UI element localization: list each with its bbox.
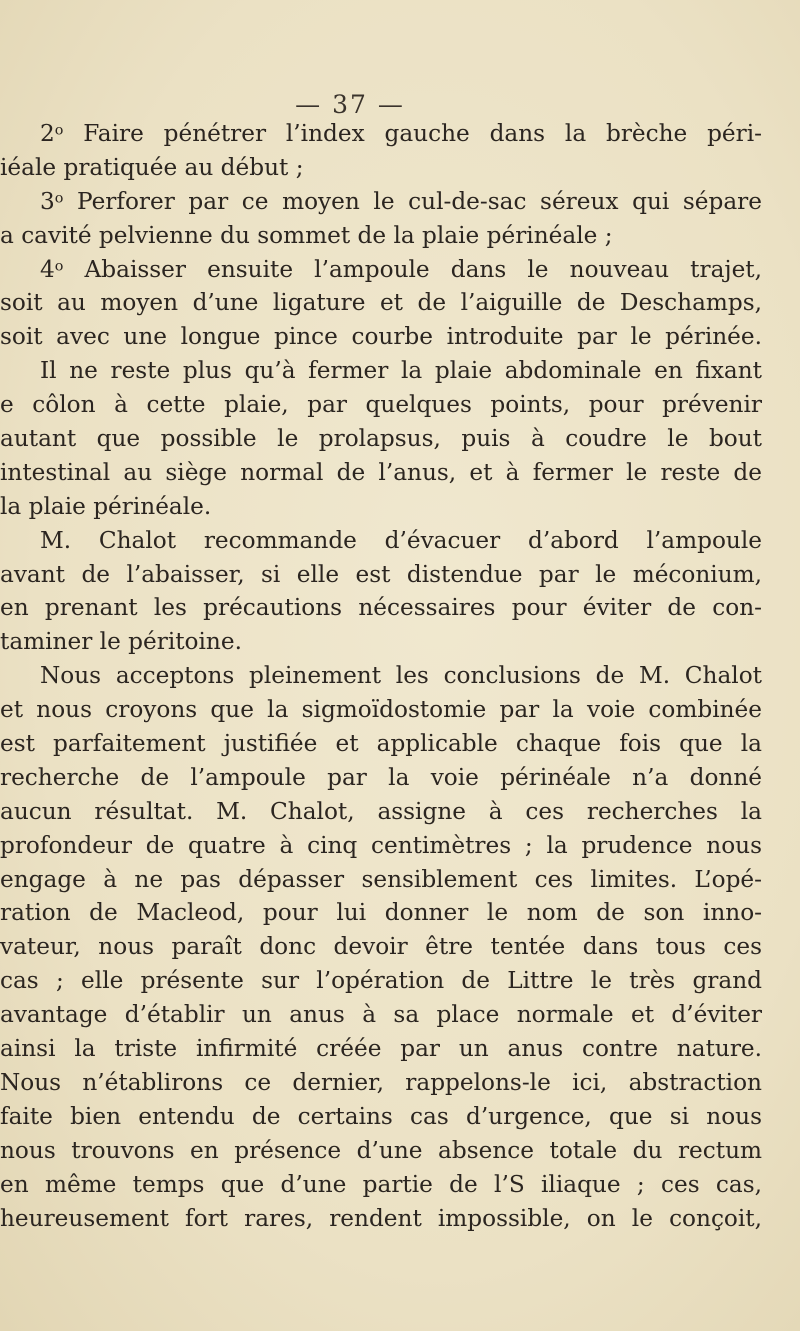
list-number: 3 [40, 187, 55, 215]
text-line: en prenant les précautions nécessaires pour éviter de con- [0, 594, 762, 622]
text-line: nous trouvons en présence d’une absence totale du rectum [0, 1136, 762, 1164]
text-line: avant de l’abaisser, si elle est distendue par le méconium, [0, 560, 762, 588]
text-line: intestinal au siège normal de l’anus, et à fermer le reste de [0, 458, 762, 486]
text-line: aucun résultat. M. Chalot, assigne à ces recherches la [0, 797, 762, 825]
text-line: ainsi la triste infirmité créée par un anus contre nature. [0, 1035, 762, 1063]
body-text [0, 117, 762, 1235]
text-line: a cavité pelvienne du sommet de la plaie périnéale ; [0, 221, 613, 249]
text-line: 3$^o$ Perforer par ce moyen le cul-de-sac séreux qui sépare [40, 187, 762, 215]
text-line: heureusement fort rares, rendent impossible, on le conçoit, [0, 1204, 762, 1232]
text-line: Nous acceptons pleinement les conclusions de M. Chalot [40, 662, 762, 690]
list-number: 2 [40, 120, 55, 147]
text-line: vateur, nous paraît donc devoir être tentée dans tous ces [0, 933, 762, 961]
ordinal-mark: o [54, 122, 64, 139]
ordinal-mark: o [54, 258, 64, 275]
text-line: en même temps que d’une partie de l’S iliaque ; ces cas, [0, 1170, 762, 1198]
text-line: est parfaitement justifiée et applicable chaque fois que la [0, 730, 762, 758]
text-line: Nous n’établirons ce dernier, rappelons-le ici, abstraction [0, 1068, 762, 1096]
text-line: profondeur de quatre à cinq centimètres ; la prudence nous [0, 831, 762, 859]
text-line: engage à ne pas dépasser sensiblement ces limites. L’opé- [0, 865, 762, 893]
text-line: avantage d’établir un anus à sa place normale et d’éviter [0, 1001, 762, 1029]
text-line: M. Chalot recommande d’évacuer d’abord l’ampoule [40, 526, 762, 554]
text-line: e côlon à cette plaie, par quelques points, pour prévenir [0, 391, 762, 419]
text-line: recherche de l’ampoule par la voie périnéale n’a donné [0, 763, 762, 791]
text-line: 2$^o$ Faire pénétrer l’index gauche dans la brèche péri- [40, 120, 762, 147]
page-number: — 37 — [295, 90, 405, 119]
list-number: 4 [40, 255, 55, 283]
text-line: taminer le péritoine. [0, 628, 242, 656]
text-line: Il ne reste plus qu’à fermer la plaie abdominale en fixant [40, 357, 762, 385]
text-line: ration de Macleod, pour lui donner le nom de son inno- [0, 899, 762, 927]
text-line: et nous croyons que la sigmoïdostomie par la voie combinée [0, 696, 762, 724]
text-line: soit avec une longue pince courbe introduite par le périnée. [0, 323, 762, 351]
text-line: 4$^o$ Abaisser ensuite l’ampoule dans le nouveau trajet, [40, 255, 762, 283]
text-line: la plaie périnéale. [0, 492, 212, 520]
text-line: soit au moyen d’une ligature et de l’aiguille de Deschamps, [0, 289, 762, 317]
text-line: iéale pratiquée au début ; [0, 153, 304, 181]
text-line: autant que possible le prolapsus, puis à coudre le bout [0, 425, 762, 453]
text-line: faite bien entendu de certains cas d’urgence, que si nous [0, 1102, 762, 1130]
ordinal-mark: o [54, 190, 64, 207]
text-line: cas ; elle présente sur l’opération de Littre le très grand [0, 967, 762, 995]
